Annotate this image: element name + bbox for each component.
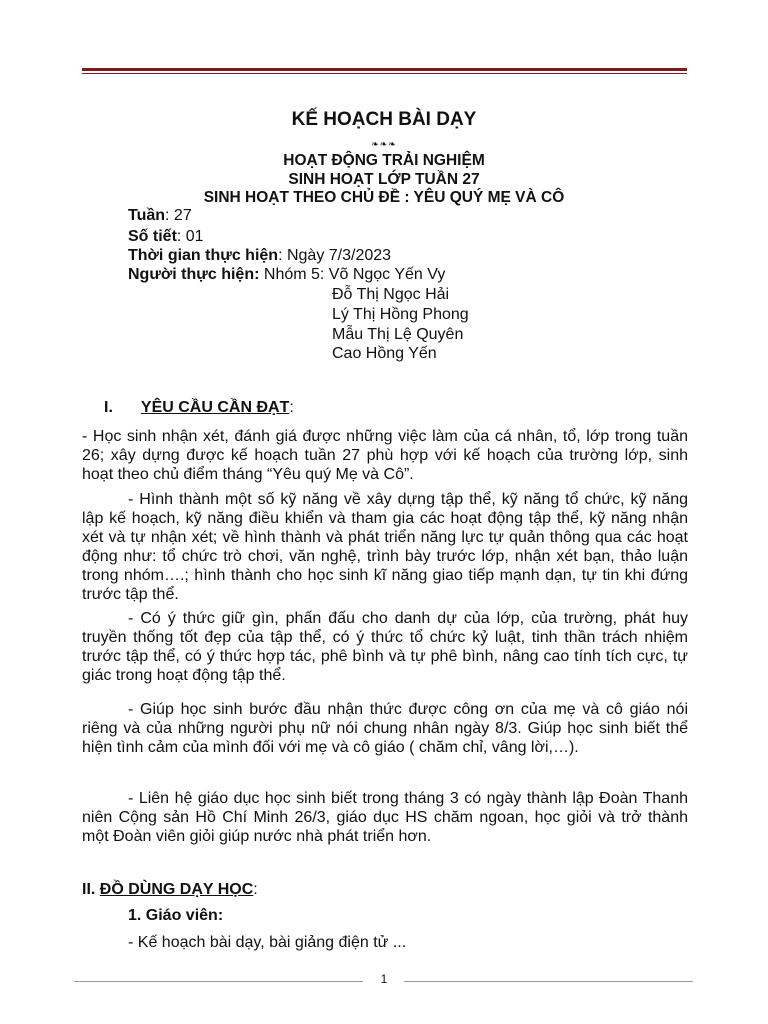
document-title: KẾ HOẠCH BÀI DẠY bbox=[291, 109, 477, 130]
header-rule-thick bbox=[82, 68, 687, 71]
member-name: Mẫu Thị Lệ Quyên bbox=[332, 326, 464, 343]
subtitle-topic: SINH HOẠT THEO CHỦ ĐỀ : YÊU QUÝ MẸ VÀ CÔ bbox=[203, 189, 565, 206]
member-name: Đỗ Thị Ngọc Hải bbox=[332, 286, 450, 303]
subtitle-activity: HOẠT ĐỘNG TRẢI NGHIỆM bbox=[283, 152, 485, 169]
section2-heading: II. ĐỒ DÙNG DẠY HỌC: bbox=[82, 881, 258, 898]
info-week: Tuần: 27 bbox=[128, 207, 192, 224]
section1-paragraph: - Liên hệ giáo dục học sinh biết trong tháng 3 có ngày thành lập Đoàn Thanh niên Cộng sản Hồ Chí Minh 26/3, giáo dục HS chăm ngoan, học giỏi và trở thành một Đoàn viên giỏi giúp nước nhà phát triển hơn. bbox=[82, 790, 688, 845]
info-periods: Số tiết: 01 bbox=[128, 228, 204, 245]
section2-item: - Kế hoạch bài dạy, bài giảng điện tử ... bbox=[128, 934, 407, 951]
info-time: Thời gian thực hiện: Ngày 7/3/2023 bbox=[128, 247, 392, 264]
subtitle-class: SINH HOẠT LỚP TUẦN 27 bbox=[288, 171, 480, 188]
section1-paragraph: - Hình thành một số kỹ năng về xây dựng tập thể, kỹ năng tổ chức, kỹ năng lập kế hoạch, kỹ năng điều khiển và tham gia các hoạt động tập thể, kỹ năng nhận xét và tự nhận xét; về hình thành và phát triển năng lực tự quản thông qua các hoạt động như: tổ chức trò chơi, văn nghệ, trình bày trước lớp, nhận xét bạn, thảo luận trong nhóm….; hình thành cho học sinh kĩ năng giao tiếp mạnh dạn, tự tin khi đứng trước tập thể. bbox=[82, 491, 688, 603]
section1-heading: I. YÊU CẦU CẦN ĐẠT: bbox=[104, 399, 294, 416]
member-name: Cao Hồng Yến bbox=[332, 345, 437, 362]
section1-paragraph: - Học sinh nhận xét, đánh giá được những việc làm của cá nhân, tổ, lớp trong tuần 26; xây dựng được kế hoạch tuần 27 phù hợp với kế hoạch của trường lớp, sinh hoạt theo chủ điểm tháng “Yêu quý Mẹ và Cô”. bbox=[82, 428, 688, 483]
member-name: Lý Thị Hồng Phong bbox=[332, 306, 469, 323]
section1-paragraph: - Giúp học sinh bước đầu nhận thức được công ơn của mẹ và cô giáo nói riêng và của những người phụ nữ nói chung nhân ngày 8/3. Giúp học sinh biết thể hiện tình cảm của mình đối với mẹ và cô giáo ( chăm chỉ, vâng lời,…). bbox=[82, 701, 688, 756]
ornament-icon: ❧❧❧ bbox=[371, 139, 397, 149]
footer-rule-right bbox=[404, 981, 693, 982]
section1-paragraph: - Có ý thức giữ gìn, phấn đấu cho danh dự của lớp, của trường, phát huy truyền thống tốt đẹp của tập thể, có ý thức tổ chức kỷ luật, tinh thần trách nhiệm trước tập thể, có ý thức hợp tác, phê bình và tự phê bình, nâng cao tính tích cực, tự giác trong hoạt động tập thể. bbox=[82, 610, 688, 684]
section2-subheading: 1. Giáo viên: bbox=[128, 907, 224, 924]
footer-rule-left bbox=[74, 981, 363, 982]
header-rule-thin bbox=[82, 73, 687, 74]
info-performer: Người thực hiện: Nhóm 5: Võ Ngọc Yến Vy bbox=[128, 266, 446, 283]
page-number: 1 bbox=[380, 972, 388, 986]
